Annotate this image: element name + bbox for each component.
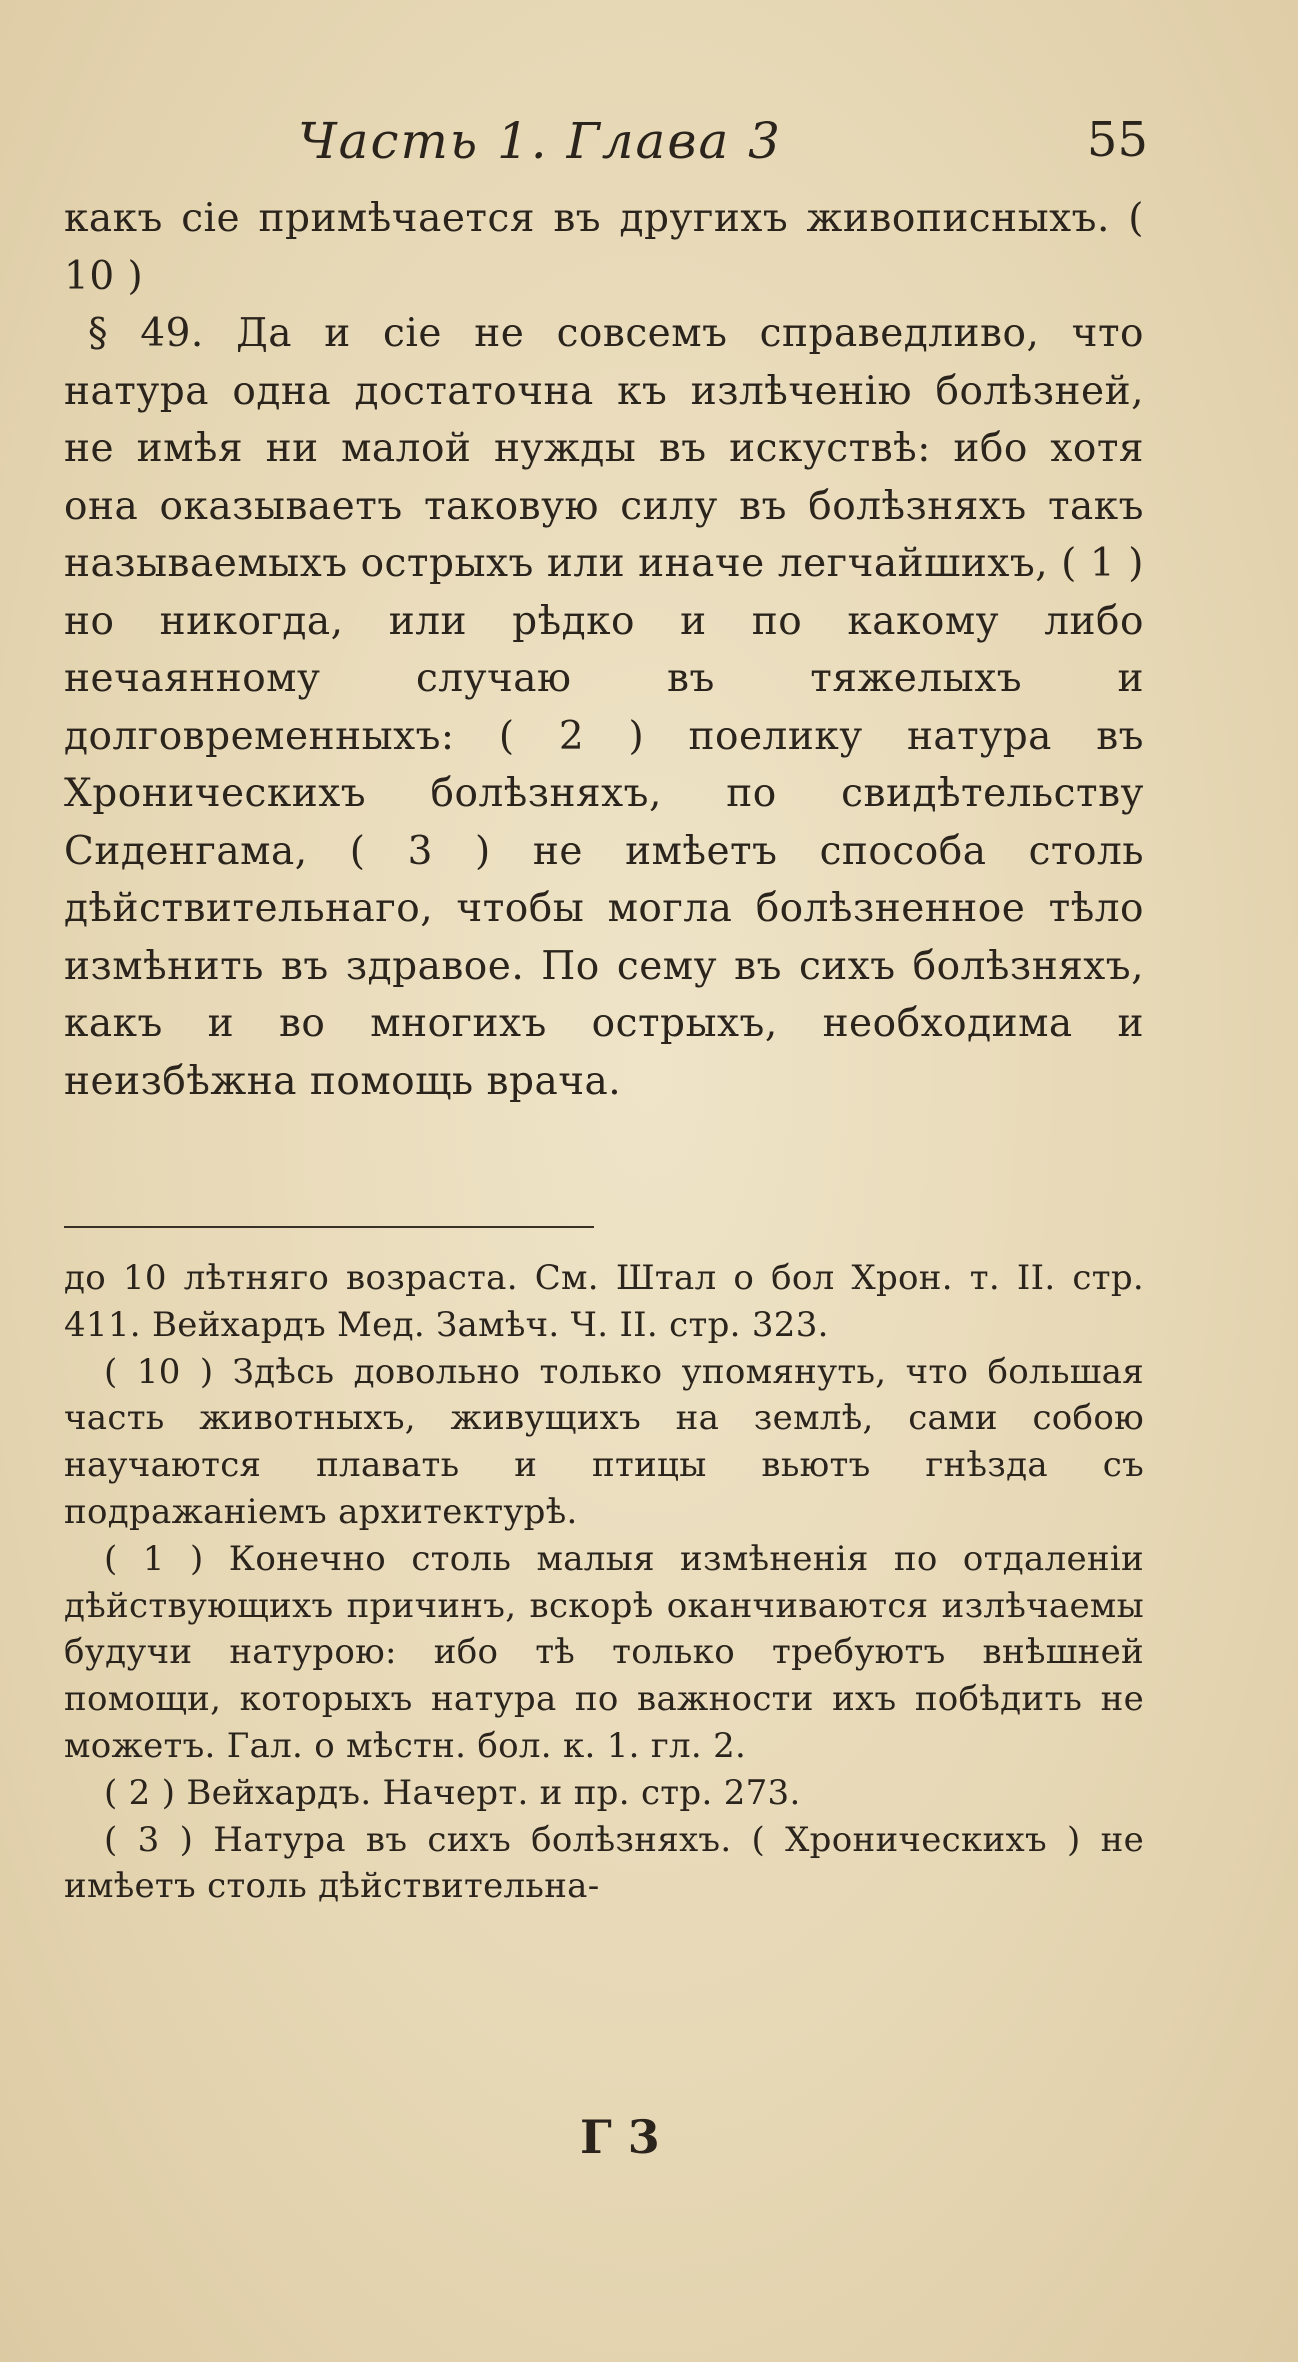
footnote-3: ( 3 ) Натура въ сихъ болѣзняхъ. ( Хроническихъ ) не имѣетъ столь дѣйствительна- [64, 1819, 1144, 1907]
footnote-10: ( 10 ) Здѣсь довольно только упомянуть, что большая часть животныхъ, живущихъ на землѣ, сами собою научаются плавать и птицы вьютъ гнѣзда съ подражаніемъ архитектурѣ. [64, 1351, 1144, 1532]
page-number: 55 [1086, 112, 1148, 168]
footnote-carryover: до 10 лѣтняго возраста. См. Штал о бол Хрон. т. II. стр. 411. Вейхардъ Мед. Замѣч. Ч. II. стр. 323. [64, 1258, 1144, 1345]
main-text [64, 190, 1144, 1110]
running-header [60, 112, 1148, 182]
footnote-separator [64, 1226, 594, 1228]
footnote-2: ( 2 ) Вейхардъ. Начерт. и пр. стр. 273. [104, 1772, 801, 1813]
continuation-paragraph: какъ сіе примѣчается въ другихъ живописныхъ. ( 10 ) [64, 196, 1144, 299]
footnotes [64, 1255, 1144, 1910]
signature-mark: Г 3 [580, 2110, 660, 2164]
footnote-1: ( 1 ) Конечно столь малыя измѣненія по отдаленіи дѣйствующихъ причинъ, вскорѣ оканчиваются излѣчаемы будучи натурою: ибо тѣ только требуютъ внѣшней помощи, которыхъ натура по важности ихъ побѣдить не можетъ. Гал. о мѣстн. бол. к. 1. гл. 2. [64, 1538, 1144, 1766]
section-49-paragraph: § 49. Да и сіе не совсемъ справедливо, что натура одна достаточна къ излѣченію болѣзней, не имѣя ни малой нужды въ искуствѣ: ибо хотя она оказываетъ таковую силу въ болѣзняхъ такъ называемыхъ острыхъ или иначе легчайшихъ, ( 1 ) но никогда, или рѣдко и по какому либо нечаянному случаю въ тяжелыхъ и долговременныхъ: ( 2 ) поелику натура въ Хроническихъ болѣзняхъ, по свидѣтельству Сиденгама, ( 3 ) не имѣетъ способа столь дѣйствительнаго, чтобы могла болѣзненное тѣло измѣнить въ здравое. По сему въ сихъ болѣзняхъ, какъ и во многихъ острыхъ, необходима и неизбѣжна помощь врача. [64, 311, 1144, 1104]
running-title: Часть 1. Глава 3 [298, 112, 782, 170]
